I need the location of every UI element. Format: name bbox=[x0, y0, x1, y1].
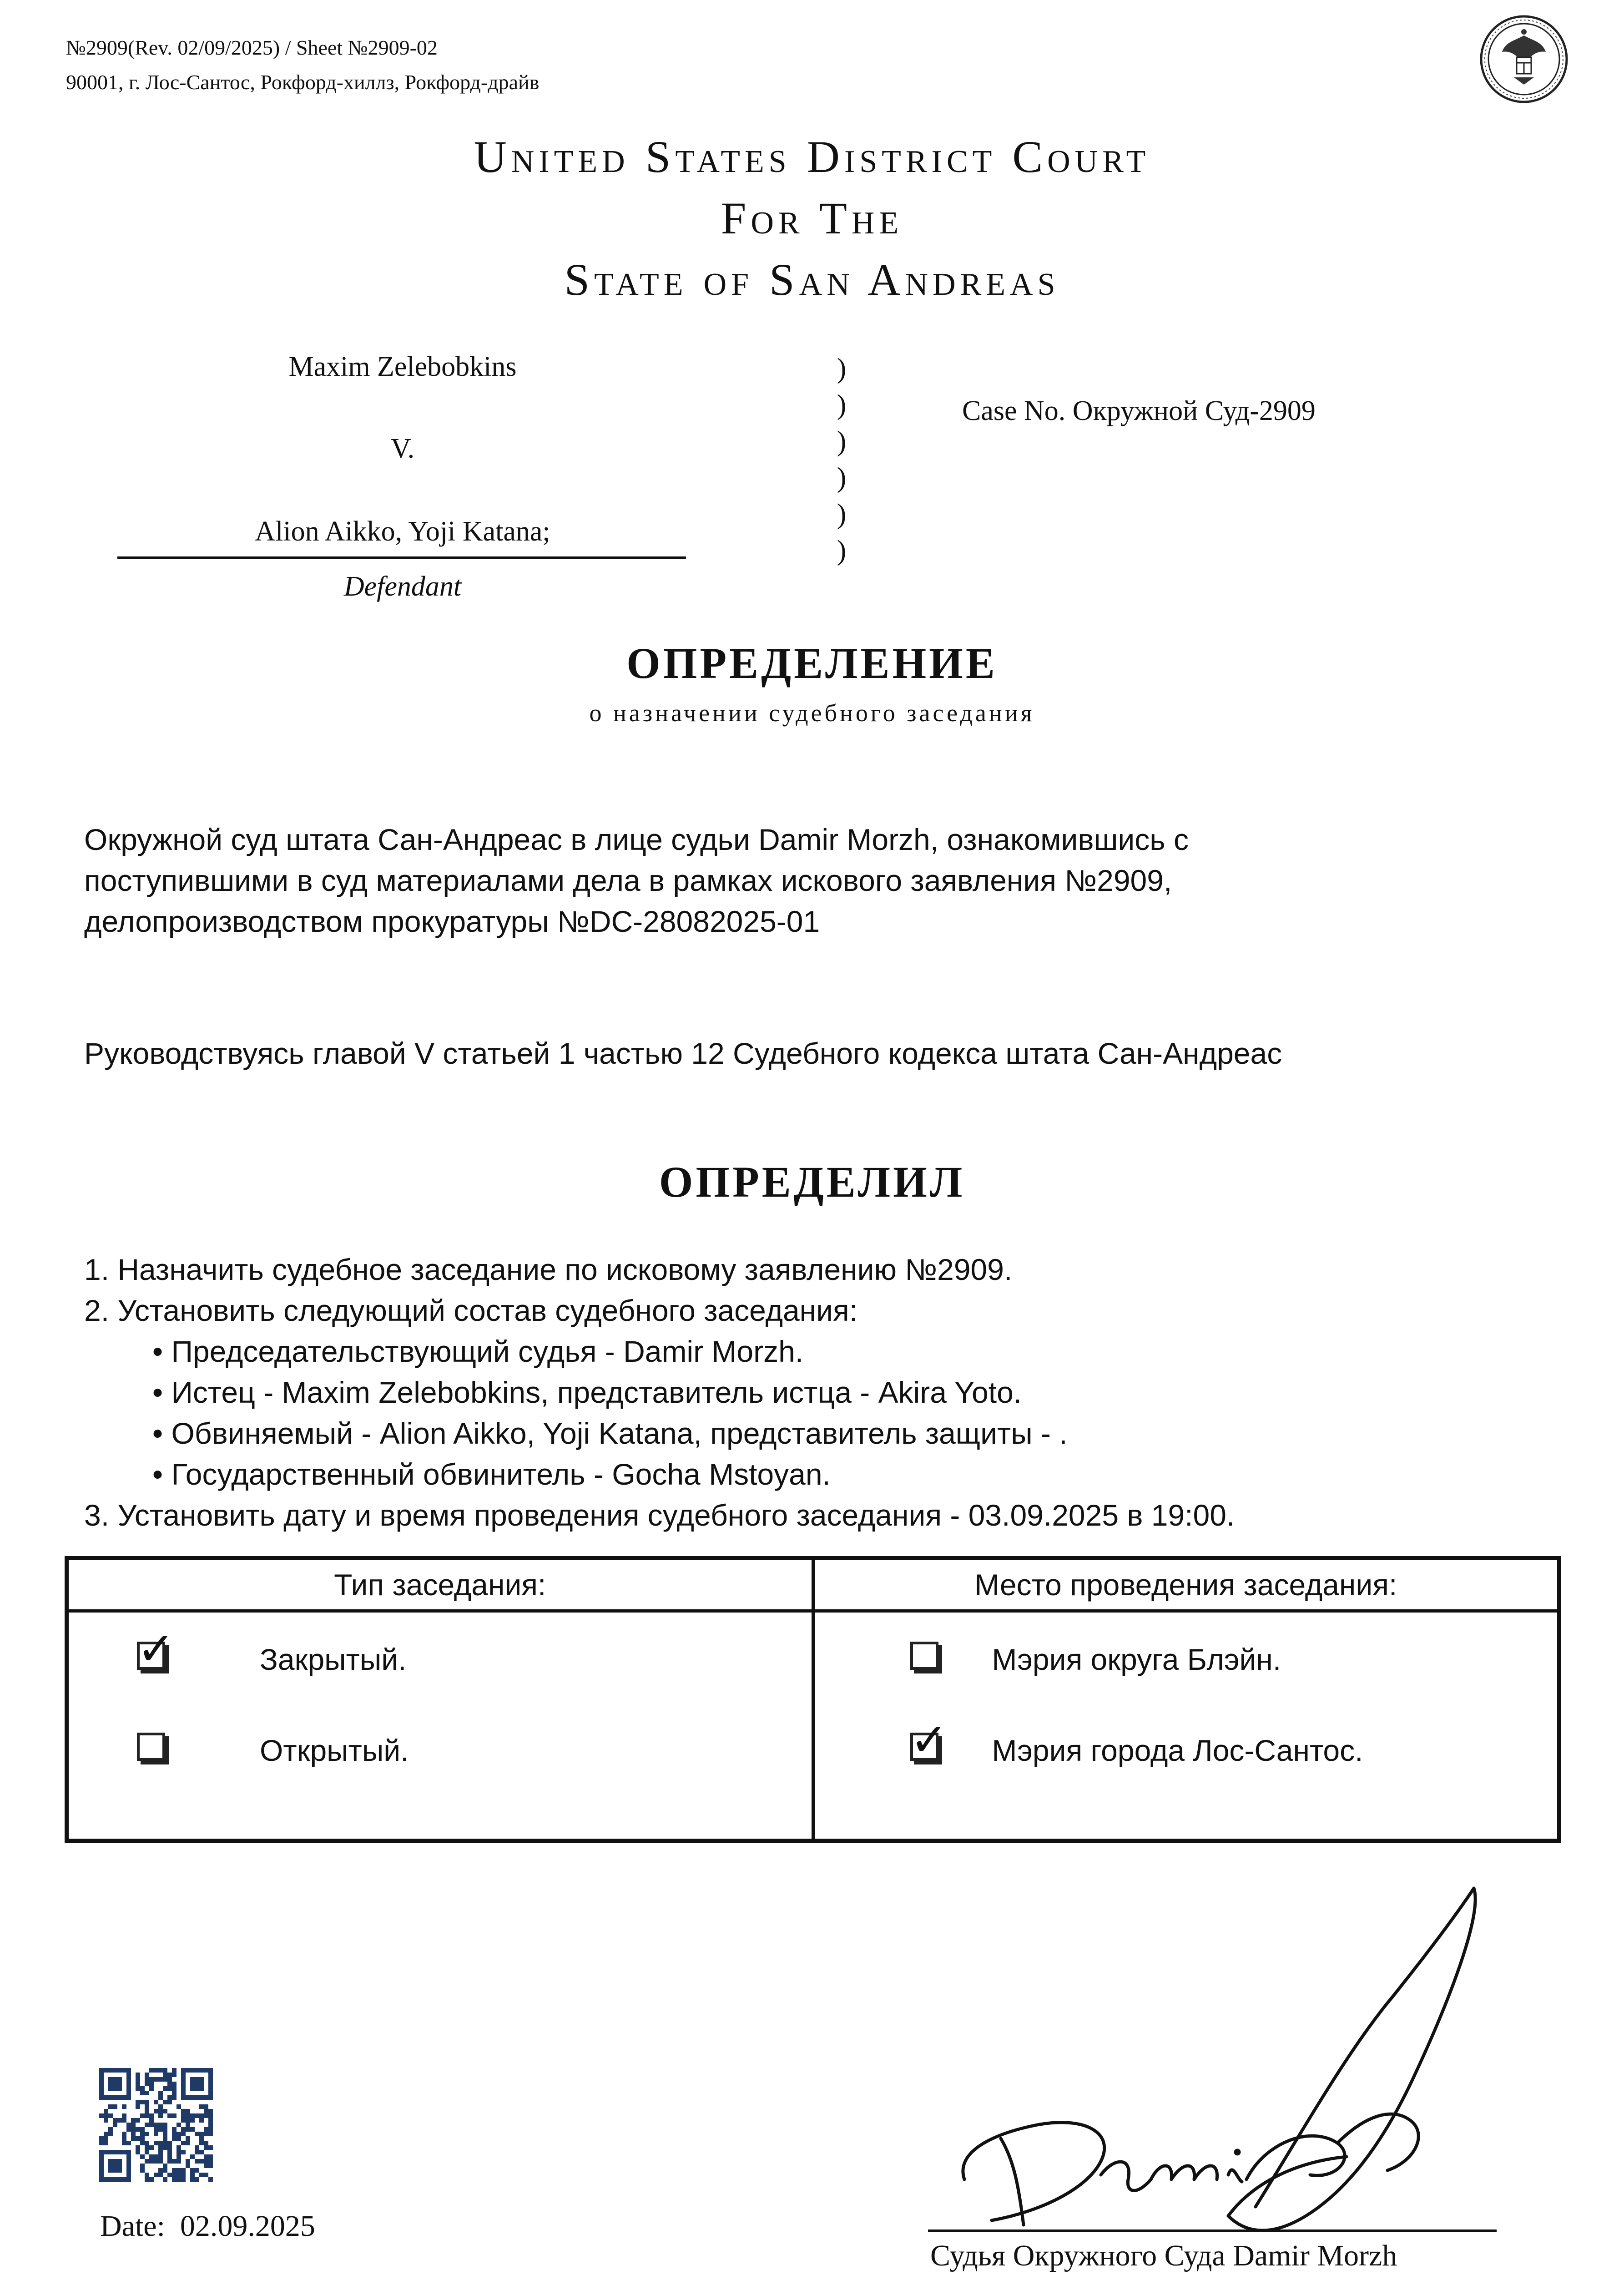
defendant-label: Defendant bbox=[343, 571, 462, 602]
option-los-santos[interactable] bbox=[815, 1704, 1558, 1795]
option-blaine-label: Мэрия округа Блэйн. bbox=[992, 1643, 1281, 1676]
checkmark-icon: ✓ bbox=[137, 1622, 175, 1675]
court-name-line-2: For The bbox=[721, 193, 903, 243]
option-open[interactable] bbox=[69, 1704, 812, 1795]
caption-paren: ) bbox=[837, 389, 847, 420]
defendant-names: Alion Aikko, Yoji Katana; bbox=[255, 516, 550, 547]
court-address: 90001, г. Лос-Сантос, Рокфорд-хиллз, Рокфорд-драйв bbox=[66, 71, 540, 94]
session-table bbox=[65, 1556, 1561, 1843]
decision-item: 1. Назначить судебное заседание по исковому заявлению №2909. bbox=[84, 1253, 1013, 1286]
decision-item: 2. Установить следующий состав судебного заседания: bbox=[84, 1294, 858, 1327]
caption-paren: ) bbox=[837, 462, 847, 493]
caption-paren: ) bbox=[837, 535, 847, 566]
intro-line-1: Окружной суд штата Сан-Андреас в лице судьи Damir Morzh, ознакомившись с bbox=[84, 823, 1189, 856]
checkbox-blaine[interactable] bbox=[910, 1642, 938, 1670]
decision-subitem: • Председательствующий судья - Damir Morzh. bbox=[152, 1335, 804, 1368]
versus-label: V. bbox=[390, 433, 415, 464]
option-los-santos-label: Мэрия города Лос-Сантос. bbox=[992, 1734, 1363, 1767]
decision-subitem: • Государственный обвинитель - Gocha Mstoyan. bbox=[152, 1457, 831, 1491]
judge-signature bbox=[937, 1861, 1501, 2252]
caption-paren: ) bbox=[837, 499, 847, 530]
court-name-line-3: State of San Andreas bbox=[564, 254, 1060, 305]
plaintiff-name: Maxim Zelebobkins bbox=[288, 351, 517, 382]
option-open-label: Открытый. bbox=[260, 1734, 409, 1767]
caption-paren: ) bbox=[837, 426, 847, 457]
checkmark-icon: ✓ bbox=[910, 1713, 948, 1766]
legal-basis: Руководствуясь главой V статьей 1 частью 12 Судебного кодекса штата Сан-Андреас bbox=[84, 1036, 1282, 1070]
decision-subitem: • Обвиняемый - Alion Aikko, Yoji Katana, представитель защиты - . bbox=[152, 1416, 1068, 1450]
session-place-header: Место проведения заседания: bbox=[813, 1558, 1559, 1611]
caption-rule bbox=[117, 556, 686, 559]
document-subtitle: о назначении судебного заседания bbox=[589, 699, 1035, 727]
document-date: Date: 02.09.2025 bbox=[100, 2209, 315, 2243]
document-title: ОПРЕДЕЛЕНИЕ bbox=[626, 639, 998, 688]
decision-heading: ОПРЕДЕЛИЛ bbox=[659, 1158, 965, 1206]
signature-caption: Судья Окружного Суда Damir Morzh bbox=[930, 2239, 1397, 2272]
session-type-cell bbox=[67, 1611, 813, 1841]
intro-line-2: поступившими в суд материалами дела в рамках искового заявления №2909, bbox=[84, 864, 1172, 897]
qr-code-icon[interactable] bbox=[99, 2068, 213, 2182]
session-type-header: Тип заседания: bbox=[67, 1558, 813, 1611]
court-name-line-1: United States District Court bbox=[474, 131, 1150, 182]
document-reference: №2909(Rev. 02/09/2025) / Sheet №2909-02 bbox=[66, 36, 438, 59]
decision-subitem: • Истец - Maxim Zelebobkins, представитель истца - Akira Yoto. bbox=[152, 1375, 1022, 1409]
option-closed-label: Закрытый. bbox=[260, 1643, 407, 1676]
signature-line bbox=[928, 2230, 1497, 2232]
decision-item: 3. Установить дату и время проведения судебного заседания - 03.09.2025 в 19:00. bbox=[84, 1498, 1235, 1532]
case-number: Case No. Окружной Суд-2909 bbox=[962, 395, 1316, 426]
caption-paren: ) bbox=[837, 353, 847, 384]
option-closed[interactable] bbox=[69, 1613, 812, 1704]
session-place-cell bbox=[813, 1611, 1559, 1841]
intro-line-3: делопроизводством прокуратуры №DC-28082025-01 bbox=[84, 905, 820, 938]
checkbox-open[interactable] bbox=[137, 1733, 165, 1761]
court-seal-icon bbox=[1478, 14, 1569, 105]
option-blaine[interactable] bbox=[815, 1613, 1558, 1704]
